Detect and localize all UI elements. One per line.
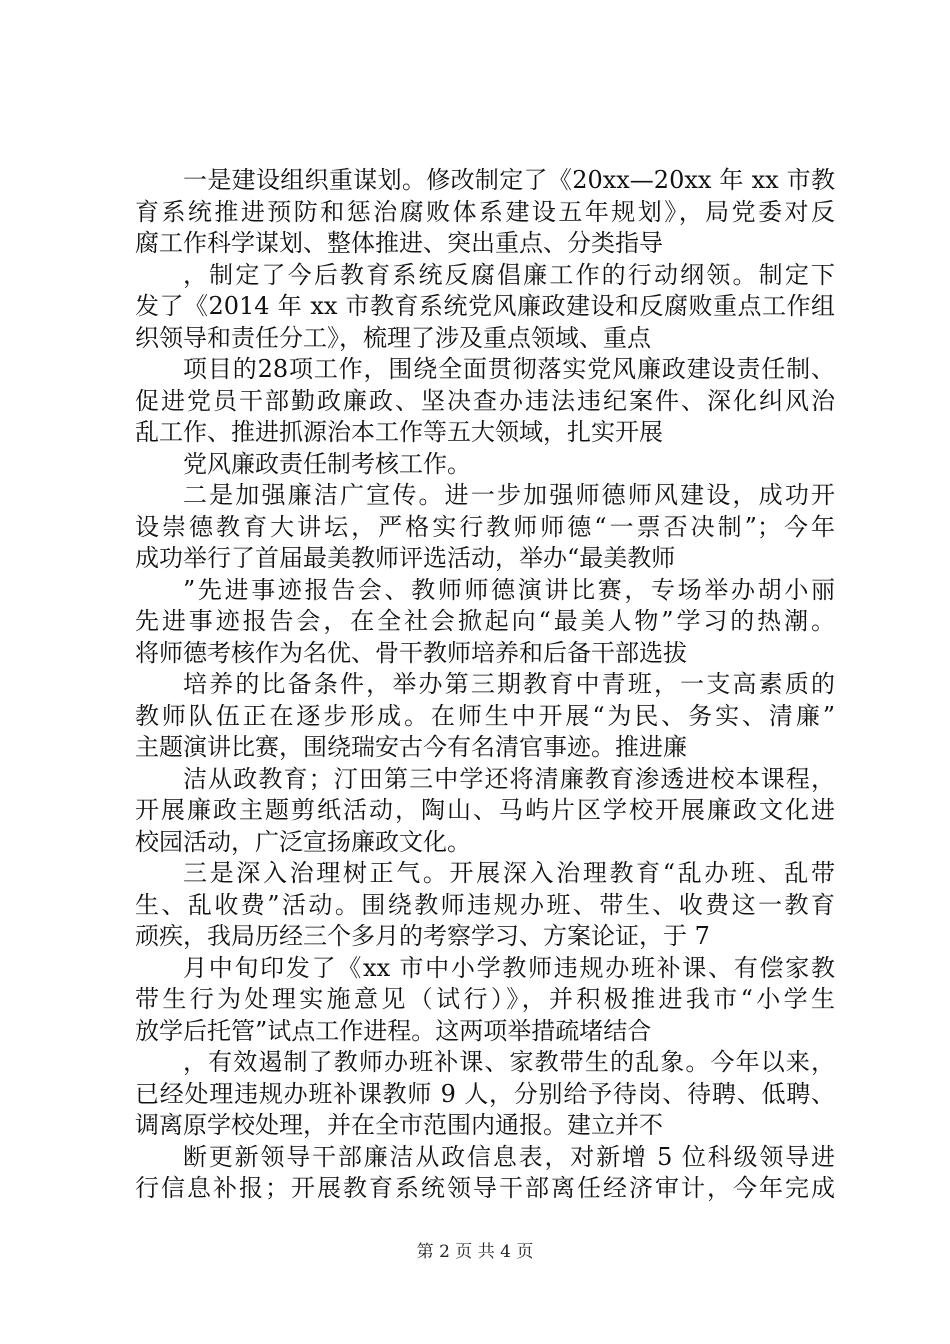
text-line: 腐工作科学谋划、整体推进、突出重点、分类指导	[135, 229, 663, 257]
text-line: 调离原学校处理，并在全市范围内通报。建立并不	[135, 1111, 663, 1139]
page-footer: 第 2 页 共 4 页	[416, 1242, 534, 1262]
text-line: 先进事迹报告会，在全社会掀起向“最美人物”学习的热潮。	[135, 607, 835, 635]
text-line: 生、乱收费”活动。围绕教师违规办班、带生、收费这一教育	[135, 890, 835, 919]
text-line: ”先进事迹报告会、教师师德演讲比赛，专场举办胡小丽	[183, 575, 835, 604]
text-line: 发了《2014 年 xx 市教育系统党风廉政建设和反腐败重点工作组	[135, 292, 835, 320]
text-line: 三是深入治理树正气。开展深入治理教育“乱办班、乱带	[183, 859, 835, 887]
text-line: 成功举行了首届最美教师评选活动，举办“最美教师	[135, 544, 676, 572]
text-line: 促进党员干部勤政廉政、坚决查办违法违纪案件、深化纠风治	[135, 386, 835, 415]
text-line: 带生行为处理实施意见（试行）》，并积极推进我市“小学生	[135, 985, 835, 1013]
text-line: 校园活动，广泛宣扬廉政文化。	[135, 827, 471, 856]
text-line: 一是建设组织重谋划。修改制定了《20xx—20xx 年 xx 市教	[183, 166, 835, 194]
text-line: 乱工作、推进抓源治本工作等五大领域，扎实开展	[135, 418, 663, 446]
text-line: 项目的28项工作，围绕全面贯彻落实党风廉政建设责任制、	[183, 355, 835, 383]
text-line: 行信息补报；开展教育系统领导干部离任经济审计，今年完成	[135, 1174, 835, 1202]
text-line: 党风廉政责任制考核工作。	[183, 449, 471, 478]
text-line: 洁从政教育；汀田第三中学还将清廉教育渗透进校本课程，	[183, 764, 835, 793]
text-line: 育系统推进预防和惩治腐败体系建设五年规划》，局党委对反	[135, 197, 835, 226]
text-line: 织领导和责任分工》，梳理了涉及重点领域、重点	[135, 323, 651, 352]
text-line: 顽疾，我局历经三个多月的考察学习、方案论证，于 7	[135, 922, 710, 950]
text-line: 月中旬印发了《xx 市中小学教师违规办班补课、有偿家教	[183, 953, 835, 982]
text-line: 教师队伍正在逐步形成。在师生中开展“为民、务实、清廉”	[135, 701, 835, 730]
text-line: 断更新领导干部廉洁从政信息表，对新增 5 位科级领导进	[183, 1142, 835, 1171]
text-line: 已经处理违规办班补课教师 9 人，分别给予待岗、待聘、低聘、	[135, 1079, 835, 1108]
text-line: 主题演讲比赛，围绕瑞安古今有名清官事迹。推进廉	[135, 733, 687, 761]
text-line: ，制定了今后教育系统反腐倡廉工作的行动纲领。制定下	[183, 260, 835, 289]
text-line: 将师德考核作为名优、骨干教师培养和后备干部选拔	[135, 638, 687, 667]
text-line: 设崇德教育大讲坛，严格实行教师师德“一票否决制”；今年	[135, 512, 835, 541]
body-text	[135, 165, 835, 1205]
text-line: 放学后托管”试点工作进程。这两项举措疏堵结合	[135, 1016, 652, 1045]
text-line: 开展廉政主题剪纸活动，陶山、马屿片区学校开展廉政文化进	[135, 796, 835, 824]
text-line: 培养的比备条件，举办第三期教育中青班，一支高素质的	[183, 670, 835, 698]
text-line: ，有效遏制了教师办班补课、家教带生的乱象。今年以来，	[183, 1048, 835, 1076]
text-line: 二是加强廉洁广宣传。进一步加强师德师风建设，成功开	[183, 481, 835, 509]
